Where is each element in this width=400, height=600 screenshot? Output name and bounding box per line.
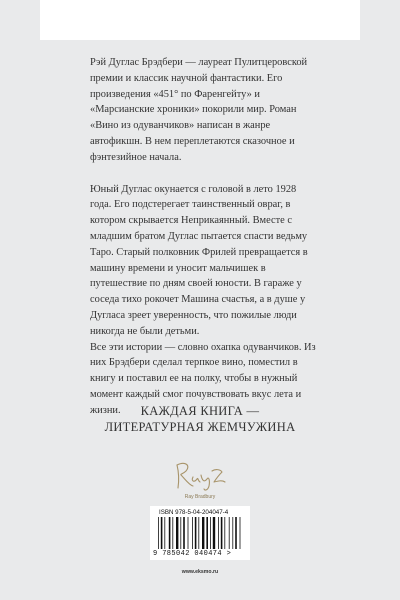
barcode-icon <box>158 517 242 549</box>
author-signature <box>165 455 235 495</box>
barcode-digits: 9 785042 040474 > <box>153 550 232 558</box>
slogan-line-2: ЛИТЕРАТУРНАЯ ЖЕМЧУЖИНА <box>104 420 296 434</box>
signature-caption: Ray Bradbury <box>184 494 216 500</box>
annotation-text <box>90 55 318 419</box>
annotation-paragraph-1: Рэй Дуглас Брэдбери — лауреат Пулитцеровской премии и классик научной фантастики. Его произведения «451° по Фаренгейту» и «Марсианские хроники» покорили мир. Роман «Вино из одуванчиков» написан в жанре автофикшн. В нем переплетаются сказочное и фэнтезийное начала. <box>90 57 308 163</box>
annotation-paragraph-3: Все эти истории — словно охапка одуванчиков. Из них Брэдбери сделал терпкое вино, поместил в книгу и поставил ее на полку, чтобы в нужный момент каждый смог почувствовать вкус лета и жизни. <box>90 341 316 416</box>
white-top-tab <box>40 0 360 40</box>
isbn-number: ISBN 978-5-04-204047-4 <box>159 509 229 516</box>
annotation-paragraph-2: Юный Дуглас окунается с головой в лето 1928 года. Его подстерегает таинственный овраг, в котором скрывается Неприкаянный. Вместе с младшим братом Дуглас пытается спасти ведьму Таро. Старый полковник Фрилей превращается в машину времени и уносит мальчишек в путешествие по дням своей юности. В гараже у соседа тихо рокочет Машина счастья, а в душе у Дугласа зреет уверенность, что пожилые люди никогда не были детьми. <box>90 183 308 337</box>
series-slogan <box>60 403 340 435</box>
slogan-line-1: КАЖДАЯ КНИГА — <box>140 404 260 418</box>
barcode-panel <box>150 506 250 560</box>
publisher-website: www.eksmo.ru <box>181 569 219 575</box>
